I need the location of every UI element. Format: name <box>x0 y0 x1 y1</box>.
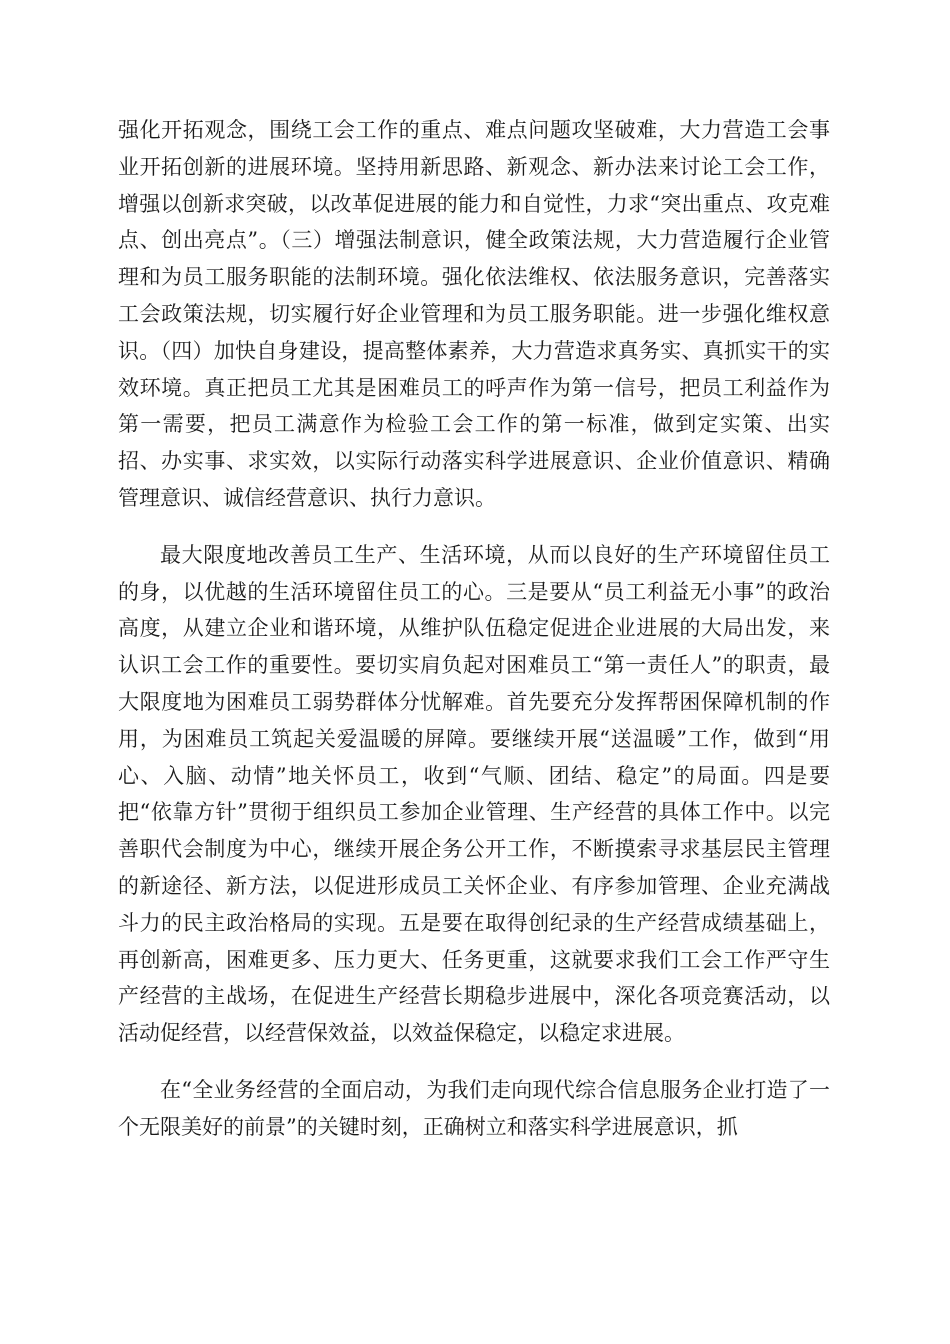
paragraph-spacer <box>118 517 830 537</box>
paragraph-2: 最大限度地改善员工生产、生活环境，从而以良好的生产环境留住员工的身，以优越的生活环境留住员工的心。三是要从“员工利益无小事”的政治高度，从建立企业和谐环境，从维护队伍稳定促进企业进展的大局出发，来认识工会工作的重要性。要切实肩负起对困难员工“第一责任人”的职责，最大限度地为困难员工弱势群体分忧解难。首先要充分发挥帮困保障机制的作用，为困难员工筑起关爱温暖的屏障。要继续开展“送温暖”工作，做到“用心、入脑、动情”地关怀员工，收到“气顺、团结、稳定”的局面。四是要把“依靠方针”贯彻于组织员工参加企业管理、生产经营的具体工作中。以完善职代会制度为中心，继续开展企务公开工作，不断摸索寻求基层民主管理的新途径、新方法，以促进形成员工关怀企业、有序参加管理、企业充满战斗力的民主政治格局的实现。五是要在取得创纪录的生产经营成绩基础上，再创新高，困难更多、压力更大、任务更重，这就要求我们工会工作严守生产经营的主战场，在促进生产经营长期稳步进展中，深化各项竞赛活动，以活动促经营，以经营保效益，以效益保稳定，以稳定求进展。 <box>118 542 830 1046</box>
paragraph-3: 在“全业务经营的全面启动，为我们走向现代综合信息服务企业打造了一个无限美好的前景”的关键时刻，正确树立和落实科学进展意识，抓 <box>118 1077 830 1139</box>
document-page <box>118 112 830 1146</box>
paragraph-1: 强化开拓观念，围绕工会工作的重点、难点问题攻坚破难，大力营造工会事业开拓创新的进展环境。坚持用新思路、新观念、新办法来讨论工会工作，增强以创新求突破，以改革促进展的能力和自觉性，力求“突出重点、攻克难点、创出亮点”。（三）增强法制意识，健全政策法规，大力营造履行企业管理和为员工服务职能的法制环境。强化依法维权、依法服务意识，完善落实工会政策法规，切实履行好企业管理和为员工服务职能。进一步强化维权意识。（四）加快自身建设，提高整体素养，大力营造求真务实、真抓实干的实效环境。真正把员工尤其是困难员工的呼声作为第一信号，把员工利益作为第一需要，把员工满意作为检验工会工作的第一标准，做到定实策、出实招、办实事、求实效，以实际行动落实科学进展意识、企业价值意识、精确管理意识、诚信经营意识、执行力意识。 <box>118 118 830 510</box>
paragraph-spacer <box>118 1052 830 1072</box>
